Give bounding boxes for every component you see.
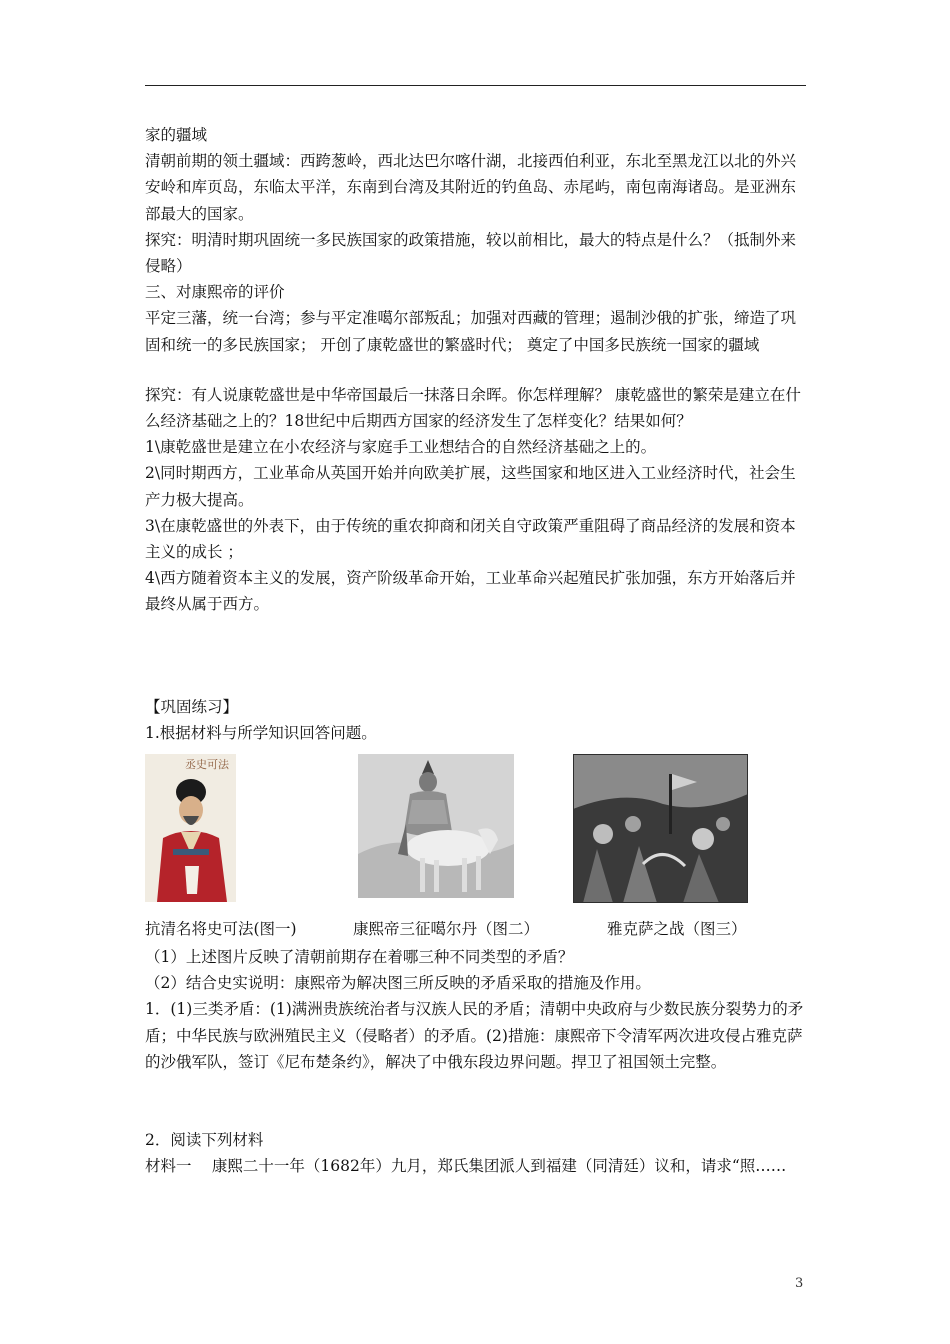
- figure-row: [145, 754, 810, 906]
- portrait-image: [145, 754, 236, 902]
- list-item: 1\康乾盛世是建立在小农经济与家庭手工业想结合的自然经济基础之上的。: [145, 438, 657, 457]
- exercise-heading: 【巩固练习】: [145, 697, 239, 716]
- list-item: 2\同时期西方，工业革命从英国开始并向欧美扩展，这些国家和地区进入工业经济时代，社会生产力极大提高。: [145, 464, 796, 509]
- paragraph: 家的疆域: [145, 126, 208, 144]
- figure-caption-3: 雅克萨之战（图三）: [607, 920, 747, 939]
- paragraph: 平定三藩，统一台湾；参与平定准噶尔部叛乱；加强对西藏的管理；遏制沙俄的扩张，缔造了巩固和统一的多民族国家； 开创了康乾盛世的繁盛时代； 奠定了中国多民族统一国家的疆域: [145, 309, 797, 354]
- figure-caption-2: 康熙帝三征噶尔丹（图二）: [353, 920, 540, 939]
- seal-text: 丞史可法: [185, 758, 229, 772]
- paragraph: 探究：有人说康乾盛世是中华帝国最后一抹落日余晖。你怎样理解？ 康乾盛世的繁荣是建立在什么经济基础之上的？18世纪中后期西方国家的经济发生了怎样变化？结果如何？: [145, 385, 801, 431]
- page-number: 3: [795, 1276, 804, 1291]
- paragraph: 清朝前期的领土疆域：西跨葱岭，西北达巴尔喀什湖，北接西伯利亚，东北至黑龙江以北的外兴安岭和库页岛，东临太平洋，东南到台湾及其附近的钓鱼岛、赤尾屿，南包南海诸岛。是亚洲东部最大的国家。: [145, 152, 797, 223]
- sub-question-2: （2）结合史实说明：康熙帝为解决图三所反映的矛盾采取的措施及作用。: [145, 974, 651, 993]
- question-intro: 1.根据材料与所学知识回答问题。: [145, 723, 377, 742]
- list-item: 4\西方随着资本主义的发展，资产阶级革命开始，工业革命兴起殖民扩张加强，东方开始落后并最终从属于西方。: [145, 569, 796, 614]
- material-one: 材料一 康熙二十一年（1682年）九月，郑氏集团派人到福建（同清廷）议和，请求“照……: [145, 1157, 787, 1176]
- answer-paragraph: 1．(1)三类矛盾：(1)满洲贵族统治者与汉族人民的矛盾；清朝中央政府与少数民族分裂势力的矛盾；中华民族与欧洲殖民主义（侵略者）的矛盾。(2)措施：康熙帝下令清军两次进攻侵占雅克萨的沙俄军队，签订《尼布楚条约》，解决了中俄东段边界问题。捍卫了祖国领土完整。: [145, 1000, 804, 1071]
- question-2-heading: 2．阅读下列材料: [145, 1131, 264, 1150]
- figure-caption-1: 抗清名将史可法(图一): [145, 920, 297, 939]
- header-rule: [145, 85, 806, 86]
- figure-captions: [145, 916, 810, 944]
- document-body: [145, 122, 810, 1179]
- list-item: 3\在康乾盛世的外表下，由于传统的重农抑商和闭关自守政策严重阻碍了商品经济的发展和资本主义的成长 ；: [145, 516, 796, 562]
- kangxi-horseback-image: [358, 754, 514, 898]
- sub-question-1: （1）上述图片反映了清朝前期存在着哪三种不同类型的矛盾？: [145, 948, 574, 967]
- section-heading: 三、对康熙帝的评价: [145, 283, 285, 302]
- yaksa-battle-image: [573, 754, 748, 903]
- paragraph: 探究：明清时期巩固统一多民族国家的政策措施，较以前相比，最大的特点是什么？（抵制外来侵略）: [145, 230, 797, 276]
